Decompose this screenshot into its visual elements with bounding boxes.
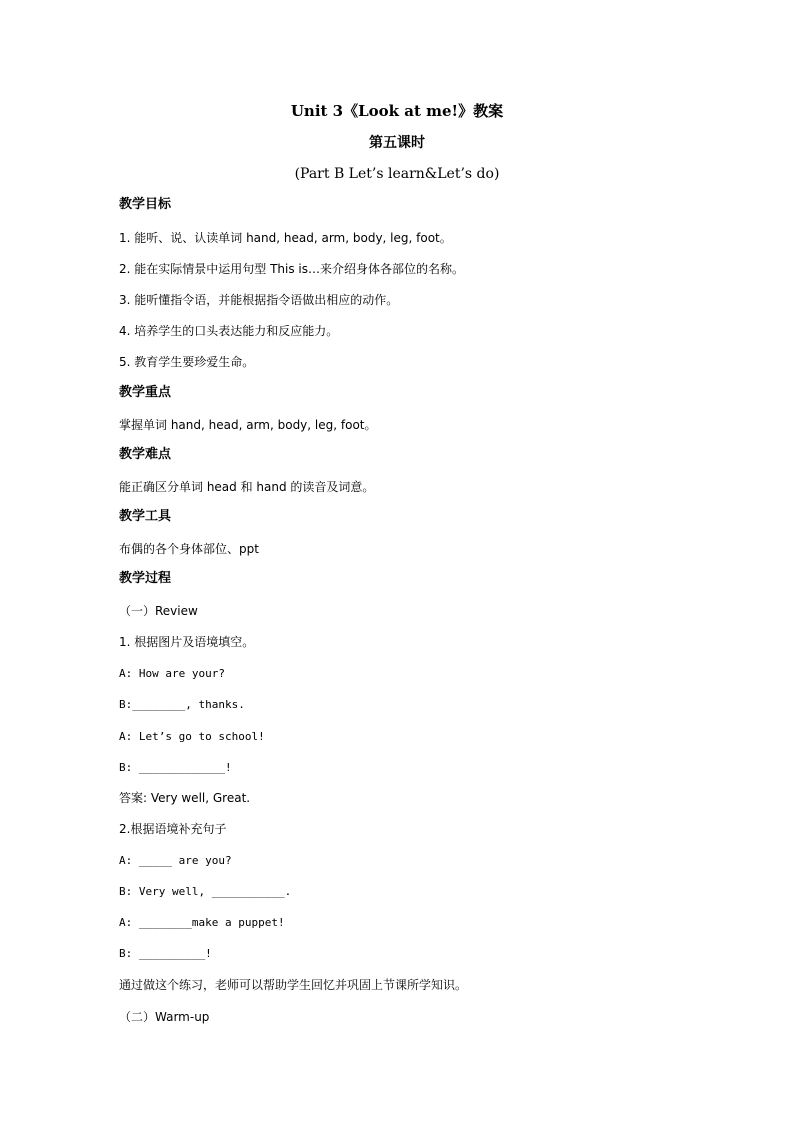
document-title: Unit 3《Look at me!》教案 — [290, 102, 504, 120]
review-section-title: （一）Review — [119, 604, 198, 618]
warmup-section-title: （二）Warm-up — [119, 1010, 210, 1024]
dialogue-line: A: Let’s go to school! — [119, 730, 265, 743]
key-points-text: 掌握单词 hand, head, arm, body, leg, foot。 — [119, 418, 377, 432]
task2-title: 2.根据语境补充句子 — [119, 822, 227, 836]
process-heading: 教学过程 — [119, 571, 172, 586]
task1-answer: 答案: Very well, Great. — [119, 791, 251, 805]
objective-item: 5. 教育学生要珍爱生命。 — [119, 355, 255, 369]
objective-item: 4. 培养学生的口头表达能力和反应能力。 — [119, 324, 339, 338]
tools-heading: 教学工具 — [119, 509, 172, 524]
key-points-heading: 教学重点 — [119, 385, 172, 400]
objective-item: 2. 能在实际情景中运用句型 This is…来介绍身体各部位的名称。 — [119, 262, 465, 276]
objective-item: 3. 能听懂指令语，并能根据指令语做出相应的动作。 — [119, 293, 399, 307]
dialogue-line: B: __________! — [119, 947, 212, 960]
lesson-number: 第五课时 — [369, 135, 425, 151]
exercise-note: 通过做这个练习，老师可以帮助学生回忆并巩固上节课所学知识。 — [119, 978, 468, 992]
dialogue-line: B:________, thanks. — [119, 698, 245, 711]
objectives-heading: 教学目标 — [119, 197, 172, 212]
difficulties-text: 能正确区分单词 head 和 hand 的读音及词意。 — [119, 480, 375, 494]
dialogue-line: A: _____ are you? — [119, 854, 232, 867]
dialogue-line: A: How are your? — [119, 667, 225, 680]
dialogue-line: B: _____________! — [119, 761, 232, 774]
difficulties-heading: 教学难点 — [119, 447, 172, 462]
dialogue-line: B: Very well, ___________. — [119, 885, 292, 898]
tools-text: 布偶的各个身体部位、ppt — [119, 542, 259, 556]
objective-item: 1. 能听、说、认读单词 hand, head, arm, body, leg, foot。 — [119, 231, 452, 245]
dialogue-line: A: ________make a puppet! — [119, 916, 285, 929]
task1-title: 1. 根据图片及语境填空。 — [119, 635, 255, 649]
part-title: (Part B Let’s learn&Let’s do) — [294, 166, 500, 182]
